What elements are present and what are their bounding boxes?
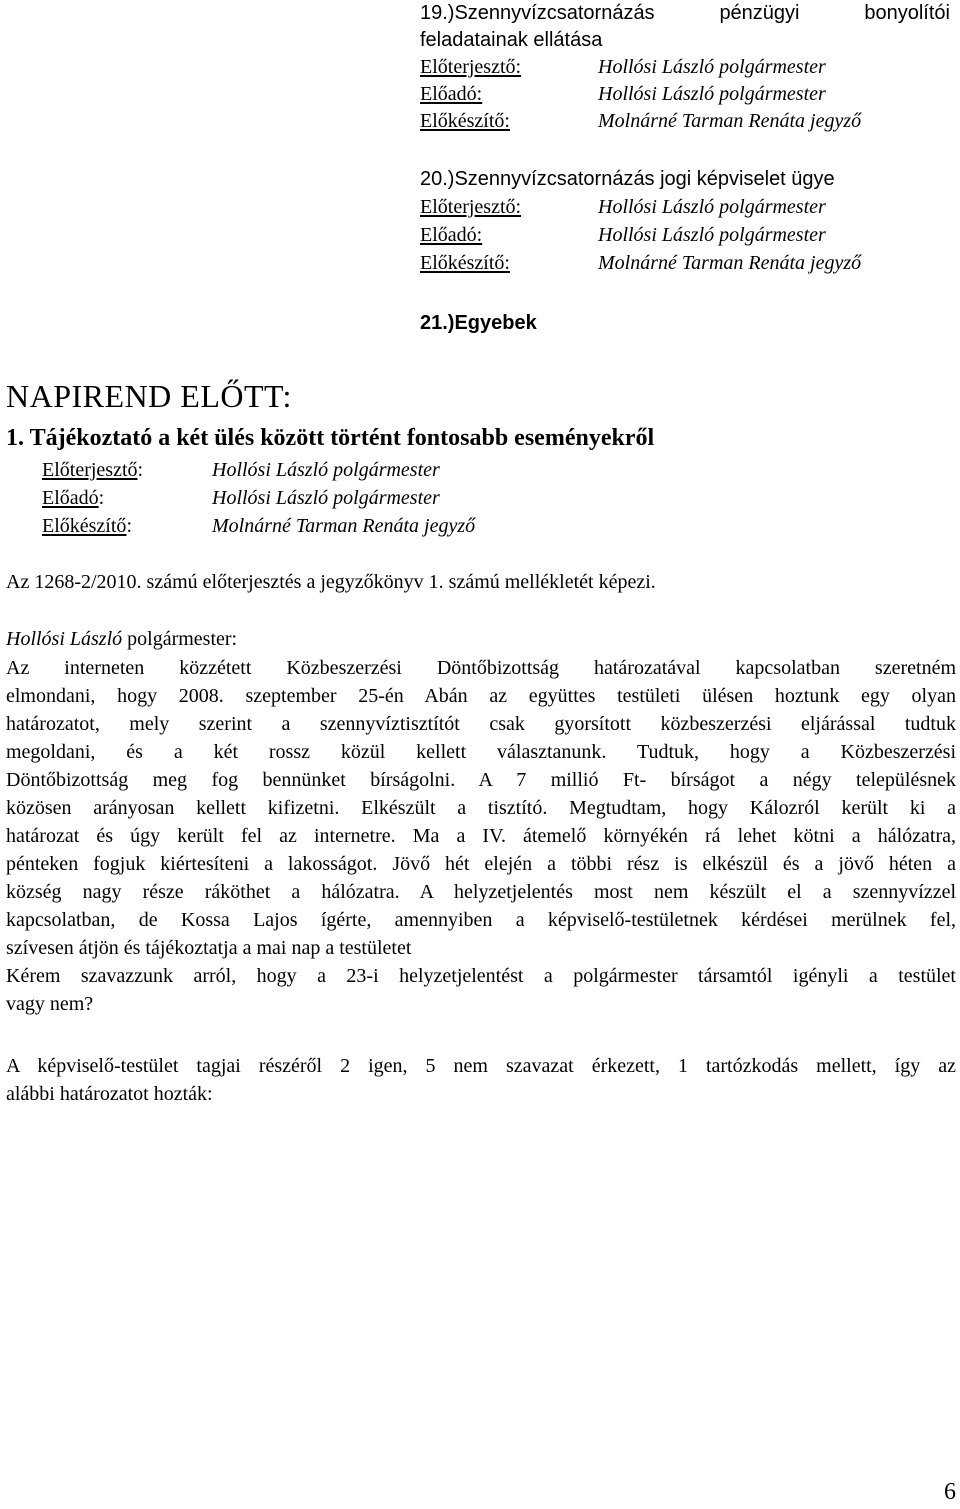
annex-line: Az 1268-2/2010. számú előterjesztés a jegyzőkönyv 1. számú mellékletét képezi. xyxy=(6,571,656,593)
eloterjeszto-value: Hollósi László polgármester xyxy=(598,56,826,78)
eloado-label: Előadó: xyxy=(420,224,483,246)
item19-title-line2: feladatainak ellátása xyxy=(420,29,603,51)
speech-line: Az interneten közzétett Közbeszerzési Döntőbizottság határozatával kapcsolatban szeretném xyxy=(6,657,956,679)
speech-line: közösen arányosan kellett kifizetni. Elkészült a tisztító. Megtudtam, hogy Kálozról került ki a xyxy=(6,797,956,819)
label-colon: : xyxy=(126,515,132,537)
speech-line: Kérem szavazzunk arról, hogy a 23-i helyzetjelentést a polgármester társamtól igényli a testület xyxy=(6,965,956,987)
napirend-eloado-row xyxy=(42,485,440,512)
speech-line: vagy nem? xyxy=(6,993,94,1015)
item21-title: 21.)Egyebek xyxy=(420,312,537,334)
eloterjeszto-label: Előterjesztő: xyxy=(420,56,522,78)
page-number: 6 xyxy=(944,1479,956,1505)
speech-line: község nagy része ráköthet a hálózatra. A helyzetjelentés most nem készült el a szennyvízzel xyxy=(6,881,956,903)
label-colon: : xyxy=(137,459,144,481)
vote-line: alábbi határozatot hozták: xyxy=(6,1083,213,1105)
speech-line: pénteken fogjuk kiértesíteni a lakosságot. Jövő hét elején a többi rész is elkészül és a jövő héten a xyxy=(6,853,956,875)
speech-line: megoldani, és a két rossz közül kellett választanunk. Tudtuk, hogy a Közbeszerzési xyxy=(6,741,956,763)
speech-line: szívesen átjön és tájékoztatja a mai nap a testületet xyxy=(6,937,412,959)
napirend-item1-title: 1. Tájékoztató a két ülés között történt fontosabb eseményekről xyxy=(6,425,655,451)
vote-line: A képviselő-testület tagjai részéről 2 igen, 5 nem szavazat érkezett, 1 tartózkodás mellett, így az xyxy=(6,1055,956,1077)
speaker-line xyxy=(6,625,956,653)
eloterjeszto-label: Előterjesztő xyxy=(42,459,138,481)
speech-line: kapcsolatban, de Kossa Lajos ígérte, amennyiben a képviselő-testületnek kérdései merülnek fel, xyxy=(6,909,956,931)
elokeszito-label: Előkészítő: xyxy=(420,252,510,274)
eloado-label: Előadó: xyxy=(420,83,483,105)
eloado-value: Hollósi László polgármester xyxy=(212,487,440,509)
speech-paragraph xyxy=(6,654,956,1018)
napirend-eloterjeszto-row xyxy=(42,457,440,484)
eloterjeszto-value: Hollósi László polgármester xyxy=(598,196,826,218)
elokeszito-value: Molnárné Tarman Renáta jegyző xyxy=(598,110,862,132)
eloado-value: Hollósi László polgármester xyxy=(598,83,826,105)
eloterjeszto-label: Előterjesztő: xyxy=(420,196,522,218)
speaker-name: Hollósi László xyxy=(6,628,123,650)
speaker-role: polgármester: xyxy=(122,628,238,650)
eloado-value: Hollósi László polgármester xyxy=(598,224,826,246)
vote-paragraph xyxy=(6,1052,956,1108)
elokeszito-label: Előkészítő: xyxy=(420,110,510,132)
eloado-label: Előadó xyxy=(42,487,99,509)
speech-line: elmondani, hogy 2008. szeptember 25-én Abán az együttes testületi ülésen hoztunk egy olyan xyxy=(6,685,956,707)
speech-line: Döntőbizottság meg fog bennünket bírságolni. A 7 millió Ft- bírságot a négy településnek xyxy=(6,769,956,791)
eloterjeszto-value: Hollósi László polgármester xyxy=(212,459,440,481)
elokeszito-label: Előkészítő xyxy=(42,515,127,537)
elokeszito-value: Molnárné Tarman Renáta jegyző xyxy=(598,252,862,274)
speech-line: határozat és úgy került fel az internetre. Ma a IV. átemelő környékén rá lehet kötni a hálózatra, xyxy=(6,825,956,847)
elokeszito-value: Molnárné Tarman Renáta jegyző xyxy=(212,515,476,537)
napirend-heading: NAPIREND ELŐTT: xyxy=(6,378,292,414)
label-colon: : xyxy=(98,487,105,509)
item19-title-line1: 19.)Szennyvízcsatornázás pénzügyi bonyolítói xyxy=(420,2,950,24)
item20-title: 20.)Szennyvízcsatornázás jogi képviselet ügye xyxy=(420,168,835,190)
napirend-elokeszito-row xyxy=(42,513,476,540)
speech-line: határozatot, mely szerint a szennyvíztisztítót csak gyorsított közbeszerzési eljárással tudtuk xyxy=(6,713,956,735)
